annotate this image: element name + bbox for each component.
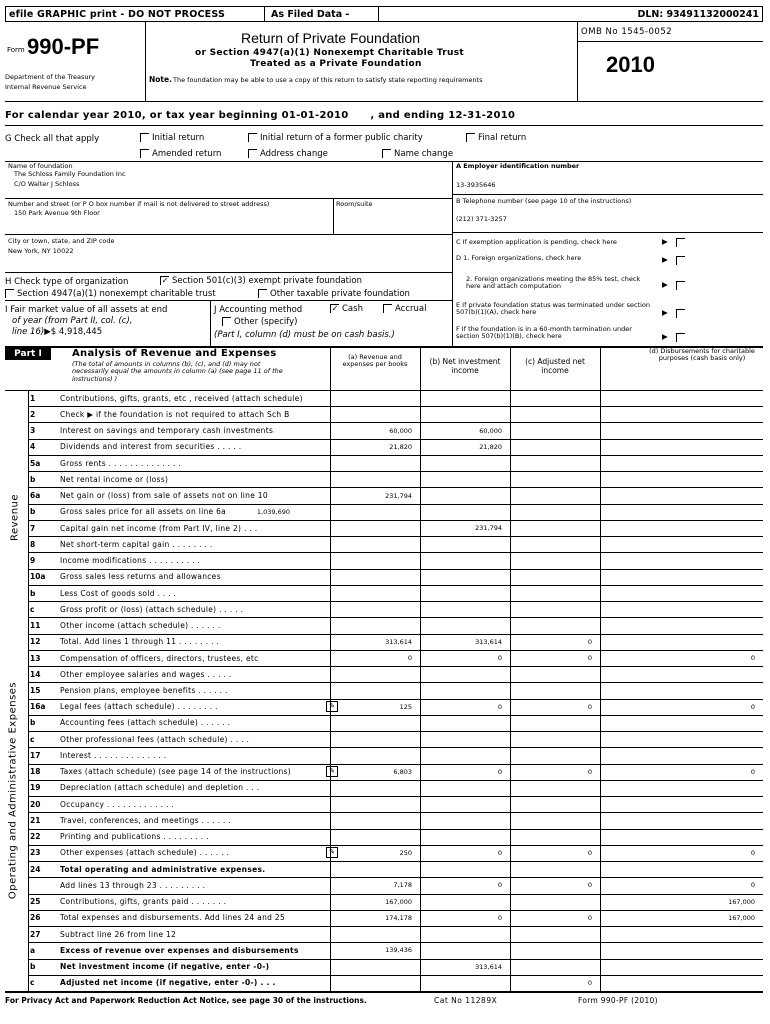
top-banner [5, 6, 763, 22]
row-number: b [30, 588, 36, 598]
c-exemption-label: C If exemption application is pending, check here [456, 238, 617, 246]
row-label: Income modifications . . . . . . . . . . [60, 556, 201, 566]
i-fmv-label-2: of year (from Part II, col. (c), [12, 316, 133, 326]
foundation-name-label: Name of foundation [8, 162, 73, 170]
row-number: 5a [30, 458, 41, 468]
table-row [0, 747, 770, 763]
row-number: 26 [30, 913, 41, 923]
note-text: The foundation may be able to use a copy of this return to satisfy state reporting requirements [173, 76, 483, 84]
row-label: Total expenses and disbursements. Add lines 24 and 25 [60, 913, 286, 923]
row-number: 1 [30, 393, 36, 403]
row-number: b [30, 474, 36, 484]
row-label: Capital gain net income (from Part IV, line 2) . . . [60, 523, 258, 533]
ein-value: 13-3935646 [456, 181, 496, 189]
row-label: Add lines 13 through 23 . . . . . . . . . [60, 880, 206, 890]
d2-arrow-icon: ▶ [662, 280, 668, 289]
form-subtitle-1: or Section 4947(a)(1) Nonexempt Charitable Trust [195, 48, 464, 58]
checkbox-box [5, 289, 14, 298]
table-row [0, 780, 770, 796]
cell-col-b: 0 [497, 702, 502, 711]
col-d-header: (d) Disbursements for charitable purposes (cash basis only) [649, 347, 755, 363]
cell-col-a: 125 [399, 702, 412, 711]
table-row [0, 585, 770, 601]
row-label: Other professional fees (attach schedule) . . . . [60, 734, 250, 744]
cell-col-a: 167,000 [385, 897, 412, 906]
row-label: Net investment income (if negative, enter -0-) [60, 962, 270, 972]
table-row [0, 406, 770, 422]
initial-former-checkbox[interactable]: Initial return of a former public charity [248, 133, 423, 144]
row-label: Contributions, gifts, grants, etc , received (attach schedule) [60, 393, 303, 403]
city-label: City or town, state, and ZIP code [8, 237, 115, 245]
col-c-header: (c) Adjusted net income [525, 357, 585, 375]
row-number: 20 [30, 799, 41, 809]
e-arrow-icon: ▶ [662, 308, 668, 317]
street-address: 150 Park Avenue 9th Floor [14, 209, 100, 217]
i-fmv-label-3: line 16)▶$ 4,918,445 [12, 327, 103, 337]
cell-col-d: 167,000 [728, 897, 755, 906]
room-suite-label: Room/suite [336, 200, 373, 208]
row-label: Gross profit or (loss) (attach schedule) . . . . . [60, 604, 244, 614]
table-row [0, 439, 770, 455]
cell-col-b: 21,820 [479, 442, 502, 451]
row-number: 10a [30, 572, 46, 582]
row-label: Subtract line 26 from line 12 [60, 929, 177, 939]
h-4947-checkbox[interactable]: Section 4947(a)(1) nonexempt charitable trust [5, 289, 216, 300]
row-number: 21 [30, 815, 41, 825]
row-label: Pension plans, employee benefits . . . . . . [60, 685, 228, 695]
row-number: 2 [30, 409, 36, 419]
d1-foreign-checkbox[interactable] [676, 256, 685, 265]
cell-col-d: 0 [750, 702, 755, 711]
table-row [0, 455, 770, 471]
row-number: 27 [30, 929, 41, 939]
city-state-zip: New York, NY 10022 [8, 247, 74, 255]
part-i-title: Analysis of Revenue and Expenses [72, 348, 277, 359]
row-label: Net gain or (loss) from sale of assets not on line 10 [60, 491, 268, 501]
row-number: b [30, 718, 36, 728]
cell-col-d: 167,000 [728, 913, 755, 922]
as-filed-label: As Filed Data - [271, 9, 350, 20]
cell-col-c: 0 [587, 978, 592, 987]
row-label: Other income (attach schedule) . . . . . . [60, 621, 221, 630]
row-number: a [30, 945, 36, 955]
form-subtitle-2: Treated as a Private Foundation [250, 59, 422, 69]
table-row [0, 422, 770, 438]
row-label: Legal fees (attach schedule) . . . . . . . . [60, 702, 218, 712]
form-header [5, 22, 763, 102]
initial-return-checkbox[interactable]: Initial return [140, 133, 204, 144]
row-number: 9 [30, 556, 36, 566]
cell-col-a: 7,178 [393, 881, 412, 890]
checkbox-checked: ✓ [331, 304, 339, 313]
row-label: Dividends and interest from securities . . . . . [60, 442, 242, 452]
row-number: c [30, 604, 35, 614]
table-row [0, 682, 770, 698]
attachment-icon[interactable]: ✎ [326, 766, 338, 777]
table-row [0, 666, 770, 682]
checkbox-box [383, 304, 392, 313]
row-number: 25 [30, 897, 41, 907]
h-501c3-checkbox[interactable]: ✓ Section 501(c)(3) exempt private foundation [161, 276, 362, 286]
cell-col-b: 313,614 [475, 637, 502, 646]
row-label: Depreciation (attach schedule) and depletion . . . [60, 783, 260, 793]
form-number: 990-PF [27, 34, 100, 59]
e-terminated-checkbox[interactable] [676, 309, 685, 318]
table-row [0, 699, 770, 715]
j-cash-basis-note: (Part I, column (d) must be on cash basis.) [214, 330, 395, 340]
row-number: 3 [30, 426, 36, 436]
dept-treasury: Department of the Treasury [5, 73, 96, 81]
table-row [0, 942, 770, 958]
row-label: Occupancy . . . . . . . . . . . . . [60, 799, 175, 809]
row-label: Net rental income or (loss) [60, 474, 169, 484]
row-label: Other employee salaries and wages . . . . . [60, 669, 232, 679]
table-row [0, 650, 770, 666]
table-row [0, 975, 770, 991]
cell-col-c: 0 [587, 702, 592, 711]
efile-label: efile GRAPHIC print - DO NOT PROCESS [9, 9, 225, 20]
part-i-title-note: (The total of amounts in columns (b), (c), and (d) may not necessarily equal the amounts in column (a) (see page 11 of the instructions) ) [72, 360, 283, 383]
col-b-header: (b) Net investment income [429, 357, 501, 375]
side-label-expenses: Operating and Administrative Expenses [7, 681, 19, 900]
final-return-checkbox[interactable]: Final return [466, 133, 526, 144]
table-row [0, 796, 770, 812]
cell-col-b: 0 [497, 848, 502, 857]
checkbox-box [248, 149, 257, 158]
i-fmv-label-1: I Fair market value of all assets at end [5, 305, 168, 315]
dept-irs: Internal Revenue Service [5, 83, 87, 91]
table-row [0, 731, 770, 747]
c-exemption-checkbox[interactable] [676, 238, 685, 247]
checkbox-box [382, 149, 391, 158]
part-i-rows [0, 390, 770, 991]
cell-col-c: 0 [587, 848, 592, 857]
d1-arrow-icon: ▶ [662, 255, 668, 264]
row-label: Gross sales price for all assets on line 6a [60, 507, 227, 517]
checkbox-box [258, 289, 267, 298]
cell-col-c: 0 [587, 637, 592, 646]
j-cash-checkbox[interactable]: ✓ Cash [331, 304, 363, 314]
row-number: 14 [30, 669, 41, 679]
telephone-value: (212) 371-3257 [456, 215, 507, 223]
cell-col-a: 313,614 [385, 637, 412, 646]
checkbox-box [248, 133, 257, 142]
table-row [0, 536, 770, 552]
row-number: 22 [30, 832, 41, 842]
row-number: 17 [30, 750, 41, 760]
cell-col-b: 60,000 [479, 426, 502, 435]
row-label: Gross rents . . . . . . . . . . . . . . [60, 458, 182, 468]
row-number: 15 [30, 685, 41, 695]
cell-col-b: 0 [497, 881, 502, 890]
table-row [0, 910, 770, 926]
row-number: c [30, 978, 35, 988]
cell-col-b: 0 [497, 654, 502, 662]
cell-col-a: 231,794 [385, 491, 412, 500]
foundation-care-of: C/O Walter J Schloss [14, 180, 80, 188]
row-label: Taxes (attach schedule) (see page 14 of the instructions) [60, 767, 291, 777]
note-label: Note. [149, 75, 172, 84]
row-number: b [30, 962, 36, 972]
checkbox-box [466, 133, 475, 142]
cell-col-b: 0 [497, 767, 502, 776]
f-termination-checkbox[interactable] [676, 333, 685, 342]
cell-col-c: 0 [587, 654, 592, 662]
privacy-notice: For Privacy Act and Paperwork Reduction Act Notice, see page 30 of the instructions. [5, 996, 367, 1005]
j-accrual-checkbox[interactable]: Accrual [383, 304, 426, 315]
cell-col-b: 231,794 [475, 524, 502, 533]
row-label: Less Cost of goods sold . . . . [60, 588, 177, 598]
table-row [0, 520, 770, 536]
part-i-badge: Part I [5, 348, 51, 360]
i-arrow-icon: ▶ [44, 327, 51, 337]
cell-col-b: 0 [497, 913, 502, 922]
cell-col-a: 139,436 [385, 946, 412, 955]
cell-col-a: 0 [407, 654, 412, 662]
calendar-year-line [5, 110, 515, 121]
foundation-name: The Schloss Family Foundation Inc [14, 170, 126, 178]
form-prefix: Form [7, 46, 25, 54]
row-number: 7 [30, 523, 36, 533]
calendar-end: , and ending 12-31-2010 [370, 110, 516, 121]
cell-col-a: 6,803 [393, 767, 412, 776]
row-number: 23 [30, 848, 41, 858]
f-termination-label: F If the foundation is in a 60-month termination under section 507(b)(1)(B), check here [456, 325, 632, 341]
checkbox-checked: ✓ [161, 276, 169, 285]
telephone-label: B Telephone number (see page 10 of the instructions) [456, 197, 632, 205]
cell-col-a: 174,178 [385, 913, 412, 922]
row-inline-value: 1,039,690 [256, 507, 290, 516]
row-number: 4 [30, 442, 36, 452]
checkbox-box [140, 133, 149, 142]
row-label: Net short-term capital gain . . . . . . . . [60, 539, 213, 549]
address-change-checkbox[interactable]: Address change [248, 149, 328, 160]
d2-foreign-label: 2. Foreign organizations meeting the 85% test, check here and attach computation [466, 275, 641, 291]
row-label: Adjusted net income (if negative, enter -0-) . . . [60, 978, 276, 988]
col-a-header: (a) Revenue and expenses per books [342, 353, 408, 369]
table-row [0, 764, 770, 780]
g-check-label: G Check all that apply [5, 134, 100, 144]
row-number: 16a [30, 702, 46, 712]
form-title: Return of Private Foundation [241, 30, 420, 46]
cell-col-c: 0 [587, 913, 592, 922]
row-label: Gross sales less returns and allowances [60, 572, 221, 582]
tax-year: 2010 [606, 52, 655, 77]
attachment-icon[interactable]: ✎ [326, 847, 338, 858]
cell-col-d: 0 [750, 654, 755, 662]
table-row [0, 877, 770, 893]
table-row [0, 617, 770, 633]
table-row [0, 552, 770, 568]
row-label: Excess of revenue over expenses and disbursements [60, 945, 299, 955]
table-row [0, 894, 770, 910]
row-label: Travel, conferences, and meetings . . . . . . [60, 815, 232, 825]
i-fmv-value: $ 4,918,445 [50, 327, 103, 337]
d1-foreign-label: D 1. Foreign organizations, check here [456, 254, 582, 262]
row-label: Total. Add lines 1 through 11 . . . . . . . . [60, 637, 220, 647]
row-label: Compensation of officers, directors, trustees, etc [60, 653, 259, 663]
table-row [0, 487, 770, 503]
c-arrow-icon: ▶ [662, 237, 668, 246]
j-other-checkbox[interactable]: Other (specify) [222, 317, 297, 328]
f-arrow-icon: ▶ [662, 332, 668, 341]
calendar-begin: For calendar year 2010, or tax year beginning 01-01-2010 [5, 110, 349, 121]
table-row [0, 829, 770, 845]
footer-form-number: Form 990-PF (2010) [578, 996, 658, 1005]
name-change-checkbox[interactable]: Name change [382, 149, 453, 160]
row-label: Accounting fees (attach schedule) . . . . . . [60, 718, 231, 728]
table-row [0, 504, 770, 520]
row-number: 18 [30, 767, 41, 777]
row-label: Printing and publications . . . . . . . . . [60, 832, 209, 842]
cell-col-c: 0 [587, 881, 592, 890]
table-row [0, 634, 770, 650]
row-number: 13 [30, 653, 41, 663]
row-label: Interest . . . . . . . . . . . . . . [60, 750, 167, 760]
table-row [0, 569, 770, 585]
h-other-taxable-checkbox[interactable]: Other taxable private foundation [258, 289, 410, 300]
row-label: Total operating and administrative expenses. [60, 864, 266, 874]
table-row [0, 715, 770, 731]
cell-col-d: 0 [750, 848, 755, 857]
table-row [0, 861, 770, 877]
table-row [0, 845, 770, 861]
row-label: Interest on savings and temporary cash investments [60, 426, 274, 436]
table-row [0, 926, 770, 942]
catalog-number: Cat No 11289X [434, 996, 498, 1005]
j-method-label: J Accounting method [214, 305, 303, 315]
row-number: 8 [30, 539, 36, 549]
amended-return-checkbox[interactable]: Amended return [140, 149, 221, 160]
table-row [0, 601, 770, 617]
cell-col-a: 60,000 [389, 426, 412, 435]
row-label: Other expenses (attach schedule) . . . . . . [60, 848, 230, 858]
table-row [0, 390, 770, 406]
cell-col-b: 313,614 [475, 962, 502, 971]
h-type-label: H Check type of organization [5, 277, 129, 287]
cell-col-a: 21,820 [389, 442, 412, 451]
row-number: 11 [30, 621, 41, 630]
dln-label: DLN: 93491132000241 [637, 9, 759, 20]
row-number: 12 [30, 637, 41, 647]
cell-col-d: 0 [750, 767, 755, 776]
table-row [0, 471, 770, 487]
row-number: 24 [30, 864, 41, 874]
omb-number: OMB No 1545-0052 [581, 27, 673, 37]
row-number: b [30, 507, 36, 517]
cell-col-c: 0 [587, 767, 592, 776]
cell-col-d: 0 [750, 881, 755, 890]
street-label: Number and street (or P O box number if mail is not delivered to street address) [8, 200, 270, 208]
table-row [0, 812, 770, 828]
ein-label: A Employer identification number [456, 162, 580, 170]
row-label: Contributions, gifts, grants paid . . . . . . . [60, 897, 227, 907]
row-label: Check ▶ if the foundation is not required to attach Sch B [60, 409, 290, 419]
e-terminated-label: E If private foundation status was terminated under section 507(b)(1)(A), check here [456, 301, 651, 317]
row-number: 6a [30, 491, 41, 501]
checkbox-box [140, 149, 149, 158]
table-row [0, 959, 770, 975]
side-label-revenue: Revenue [9, 493, 21, 542]
row-number: c [30, 734, 35, 744]
cell-col-a: 250 [399, 848, 412, 857]
attachment-icon[interactable]: ✎ [326, 701, 338, 712]
row-number: 19 [30, 783, 41, 793]
checkbox-box [222, 317, 231, 326]
d2-foreign-checkbox[interactable] [676, 281, 685, 290]
